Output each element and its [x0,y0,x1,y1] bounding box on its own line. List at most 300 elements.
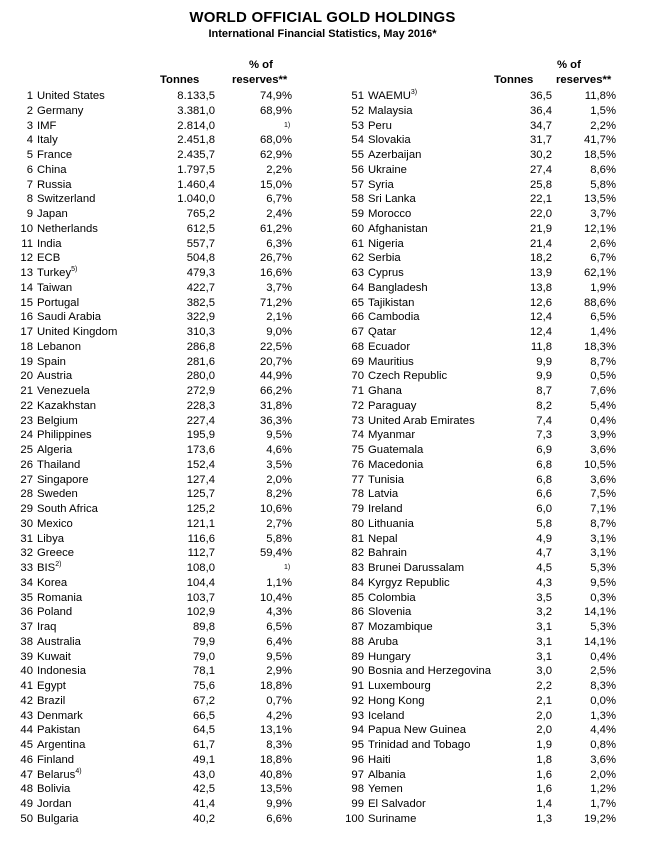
pct-cell: 6,7% [590,252,616,265]
country-cell [37,384,90,399]
rank-cell: 60 [351,222,364,235]
country-name: Greece [37,547,75,560]
pct-cell: 9,9% [266,798,292,810]
rank-cell: 50 [20,812,33,825]
tonnes-cell: 228,3 [186,399,215,412]
table-row [0,782,320,797]
table-row [0,502,320,517]
rank-cell: 46 [20,753,33,766]
country-name: Malaysia [368,104,413,117]
table-row [0,399,320,414]
country-name: Pakistan [37,724,81,737]
table-row [330,782,645,797]
country-name: Philippines [37,429,92,442]
pct-cell: 14,1% [583,635,616,648]
country-cell [368,723,466,738]
pct-cell: 2,4% [266,208,292,220]
country-name: WAEMU [368,90,411,102]
country-name: Serbia [368,252,401,265]
tonnes-cell: 3,5 [536,591,552,604]
tonnes-cell: 21,4 [530,237,552,250]
country-name: Haiti [368,753,391,766]
country-cell [37,576,67,591]
pct-cell: 5,4% [590,399,616,412]
table-row [330,428,645,443]
table-row [330,237,645,252]
rank-cell: 28 [20,488,33,501]
pct-cell: 5,3% [590,562,616,574]
rank-cell: 58 [351,193,364,206]
country-name: Argentina [37,739,86,751]
country-cell [37,458,80,473]
footnote-marker: 4) [75,767,82,775]
rank-cell: 64 [351,281,364,294]
country-cell [37,148,72,163]
rank-cell: 91 [351,680,364,692]
table-row [0,591,320,606]
pct-cell: 40,8% [259,768,292,781]
country-name: Peru [368,119,392,132]
country-cell [368,679,431,694]
country-cell [368,384,402,399]
table-row [330,399,645,414]
country-name: Cambodia [368,311,420,324]
table-row [0,620,320,635]
pct-cell: 74,9% [259,90,292,102]
tonnes-cell: 31,7 [530,134,552,147]
country-name: Macedonia [368,458,424,471]
page-subtitle: International Financial Statistics, May 2016* [208,28,437,40]
table-left-column [0,59,320,827]
pct-cell: 18,5% [583,149,616,161]
tonnes-cell: 27,4 [530,163,552,176]
tonnes-cell: 422,7 [186,281,215,294]
country-name: Singapore [37,473,89,486]
table-row [330,723,645,738]
table-row [330,561,645,576]
rank-cell: 49 [20,798,33,810]
pct-cell: 2,0% [590,768,616,781]
country-cell [37,399,96,414]
table-row [0,768,320,783]
country-cell [37,782,70,797]
country-cell [368,340,410,355]
pct-cell: 3,6% [590,444,616,456]
pct-cell: 6,7% [266,193,292,206]
tonnes-cell: 22,0 [530,208,552,220]
rank-cell: 93 [351,709,364,722]
tonnes-cell: 13,9 [530,267,552,279]
country-cell [368,664,491,679]
country-name: El Salvador [368,798,426,810]
country-cell [37,222,98,237]
tonnes-cell: 4,9 [536,532,552,545]
footnote-marker: 3) [410,89,418,96]
country-name: Indonesia [37,665,86,678]
country-cell [368,546,407,561]
country-name: Albania [368,768,406,781]
rank-cell: 85 [351,591,364,604]
rank-cell: 36 [20,606,33,619]
country-cell [368,207,411,222]
table-row [330,310,645,325]
table-row [330,89,645,104]
footnote-marker: 5) [71,266,78,273]
rank-cell: 17 [20,326,33,338]
rank-cell: 71 [351,385,364,397]
tonnes-cell: 7,4 [536,414,552,427]
table-row [0,251,320,266]
pct-cell: 3,5% [266,458,292,471]
rank-cell: 1 [26,90,33,102]
pct-cell: 11,8% [584,90,616,102]
table-row [0,546,320,561]
rank-cell: 69 [351,355,364,368]
pct-cell: 5,8% [266,532,292,545]
pct-cell: 14,1% [583,606,616,619]
table-row [330,148,645,163]
table-row [330,163,645,178]
country-name: Austria [37,370,73,383]
country-name: Bangladesh [368,281,428,294]
table-row [0,797,320,812]
country-name: Belarus [37,768,76,781]
rank-cell: 43 [20,709,33,722]
country-cell [368,237,404,252]
tonnes-cell: 280,0 [186,370,215,383]
pct-cell: 7,1% [590,503,616,515]
country-name: Denmark [37,709,83,722]
pct-cell: 2,7% [266,517,292,530]
tonnes-cell: 78,1 [193,665,215,678]
pct-cell: 4,3% [266,606,292,619]
rank-cell: 39 [20,650,33,663]
rank-cell: 7 [26,178,33,191]
tonnes-cell: 2.814,0 [177,119,215,132]
table-row [330,119,645,134]
pct-cell: 9,0% [266,326,292,338]
country-cell [37,340,81,355]
table-row [0,561,320,576]
tonnes-cell: 12,4 [530,326,552,338]
country-cell [368,266,404,281]
country-name: Poland [37,606,73,619]
pct-cell: 19,2% [583,812,616,825]
pct-cell: 2,6% [590,237,616,250]
country-cell [37,591,82,606]
table-row [330,576,645,591]
tonnes-cell: 479,3 [186,267,215,279]
tonnes-cell: 1,6 [536,768,552,781]
rank-cell: 72 [351,399,364,412]
country-name: Paraguay [368,399,417,412]
country-name: Ireland [368,503,403,515]
country-name: Australia [37,635,81,648]
tonnes-cell: 173,6 [186,444,215,456]
country-cell [368,473,404,488]
table-row [0,709,320,724]
country-name: Mauritius [368,355,414,368]
country-cell [37,178,72,193]
rank-cell: 52 [351,104,364,117]
country-name: Latvia [368,488,399,501]
table-row [330,546,645,561]
pct-cell: 9,5% [266,429,292,442]
tonnes-cell: 281,6 [186,355,215,368]
country-cell [368,605,411,620]
country-cell [368,797,426,812]
country-name: Bosnia and Herzegovina [368,665,492,678]
country-name: Bahrain [368,547,407,560]
country-name: United Arab Emirates [368,414,475,427]
pct-cell: 2,0% [266,473,292,486]
rank-cell: 10 [20,222,33,235]
country-name: Azerbaijan [368,149,422,161]
country-name: Cyprus [368,267,404,279]
country-name: Kyrgyz Republic [368,576,450,589]
table-row [330,266,645,281]
country-name: Trinidad and Tobago [368,739,471,751]
pct-cell: 1,2% [590,783,616,796]
country-cell [37,664,86,679]
country-name: Iceland [368,709,405,722]
rank-cell: 78 [351,488,364,501]
table-row [330,251,645,266]
pct-cell: 6,6% [266,812,292,825]
tonnes-cell: 286,8 [186,340,215,353]
rank-cell: 44 [20,724,33,737]
country-cell [37,89,105,104]
pct-cell: 68,0% [259,134,292,147]
pct-cell: 61,2% [259,222,292,235]
country-cell [37,325,117,340]
table-row [330,635,645,650]
table-right-column [330,59,645,827]
rank-cell: 59 [351,208,364,220]
pct-cell: 7,5% [590,488,616,501]
rank-cell: 14 [20,281,33,294]
rank-cell: 88 [351,635,364,648]
table-row [0,576,320,591]
table-row [330,694,645,709]
table-row [330,753,645,768]
table-row [330,178,645,193]
rank-cell: 4 [26,134,33,147]
country-name: Thailand [37,458,81,471]
pct-cell: 0,3% [590,591,616,604]
header-tonnes: Tonnes [160,74,200,86]
country-cell [368,310,420,325]
table-row [0,664,320,679]
tonnes-cell: 152,4 [186,458,215,471]
rank-cell: 55 [351,149,364,161]
table-row [330,325,645,340]
country-name: Hungary [368,650,411,663]
country-cell [37,753,74,768]
column-header [330,59,645,89]
pct-cell: 71,2% [259,296,292,309]
country-cell [37,487,78,502]
tonnes-cell: 12,4 [530,311,552,324]
rank-cell: 97 [351,768,364,781]
country-name: Iraq [37,621,57,633]
country-cell [37,546,74,561]
tonnes-cell: 8,2 [536,399,552,412]
table-row [330,797,645,812]
pct-cell: 1,4% [590,326,616,338]
rank-cell: 47 [20,768,33,781]
tonnes-cell: 21,9 [530,222,552,235]
tonnes-cell: 89,8 [193,621,215,633]
table-row [0,355,320,370]
table-row [0,473,320,488]
country-cell [37,605,72,620]
rank-cell: 30 [20,517,33,530]
table-row [0,458,320,473]
pct-cell: 8,6% [590,163,616,176]
tonnes-cell: 3,1 [536,635,552,648]
rank-cell: 16 [20,311,33,324]
tonnes-cell: 557,7 [186,237,215,250]
header-pct-line1: % of [249,59,273,71]
country-name: Mexico [37,517,73,530]
rank-cell: 5 [26,149,33,161]
pct-cell: 3,6% [590,473,616,486]
rank-cell: 15 [20,296,33,309]
tonnes-cell: 3.381,0 [177,104,215,117]
country-name: Aruba [368,635,399,648]
rank-cell: 35 [20,591,33,604]
table-row [330,532,645,547]
table-row [0,163,320,178]
pct-cell: 12,1% [583,222,616,235]
rank-cell: 3 [26,119,33,132]
country-cell [368,222,428,237]
table-row [330,281,645,296]
rank-cell: 98 [351,783,364,796]
rank-cell: 2 [26,104,33,117]
rank-cell: 27 [20,473,33,486]
country-name: Tunisia [368,473,404,486]
table-row [330,517,645,532]
country-cell [37,369,72,384]
country-name: Tajikistan [368,296,415,309]
rank-cell: 65 [351,296,364,309]
tonnes-cell: 116,6 [187,532,215,545]
table-rows-right [330,89,645,827]
pct-cell: 59,4% [259,547,292,560]
pct-cell: 1,3% [590,709,616,722]
pct-cell: 8,7% [590,355,616,368]
table-row [0,310,320,325]
table-row [330,369,645,384]
tonnes-cell: 4,5 [536,562,552,574]
pct-cell: 5,3% [590,621,616,633]
country-cell [37,532,64,547]
column-header [0,59,320,89]
country-cell [368,561,464,576]
pct-cell: 7,6% [590,385,616,397]
country-name: Taiwan [37,281,73,294]
tonnes-cell: 61,7 [193,739,215,751]
rank-cell: 83 [351,562,364,574]
country-name: Hong Kong [368,694,425,707]
rank-cell: 11 [21,237,33,250]
pct-cell: 31,8% [259,399,292,412]
country-name: United Kingdom [37,326,118,338]
country-cell [368,325,396,340]
country-name: Russia [37,178,72,191]
tonnes-cell: 12,6 [530,296,552,309]
tonnes-cell: 195,9 [186,429,215,442]
rank-cell: 53 [351,119,364,132]
rank-cell: 45 [20,739,33,751]
rank-cell: 34 [20,576,33,589]
country-cell [368,650,411,665]
tonnes-cell: 322,9 [186,311,215,324]
table-row [0,178,320,193]
footnote-marker: 1) [284,564,291,571]
tonnes-cell: 30,2 [530,149,552,161]
country-name: Myanmar [368,429,416,442]
rank-cell: 82 [351,547,364,560]
country-cell [37,251,60,266]
country-name: Korea [37,576,68,589]
country-cell [368,163,407,178]
tonnes-cell: 3,2 [536,606,552,619]
country-cell [368,532,398,547]
country-cell [37,163,67,178]
pct-cell: 68,9% [259,104,292,117]
pct-cell: 4,2% [266,709,292,722]
country-name: Lebanon [37,340,81,353]
country-name: Colombia [368,591,416,604]
country-cell [368,399,416,414]
pct-cell: 66,2% [259,385,292,397]
country-cell [368,576,450,591]
country-cell [37,296,79,311]
pct-cell: 10,4% [259,591,292,604]
tonnes-cell: 6,9 [536,444,552,456]
tonnes-cell: 1,4 [536,798,552,810]
rank-cell: 90 [351,665,364,678]
country-cell [368,709,404,724]
pct-cell: 3,6% [590,753,616,766]
table-row [0,428,320,443]
country-cell [368,782,403,797]
country-name: Belgium [37,414,78,427]
table-row [330,296,645,311]
table-row [330,443,645,458]
country-cell [37,310,101,325]
country-name: Saudi Arabia [37,311,102,324]
table-row [330,709,645,724]
country-cell [368,369,447,384]
country-cell [37,679,66,694]
table-row [330,812,645,827]
country-cell [37,104,83,119]
pct-cell: 6,3% [266,237,292,250]
tonnes-cell: 6,6 [536,488,552,501]
tonnes-cell: 2,0 [536,724,552,737]
country-cell [368,738,470,753]
table-row [0,753,320,768]
rank-cell: 94 [351,724,364,737]
country-name: Netherlands [37,222,98,235]
country-cell [37,428,92,443]
rank-cell: 96 [351,753,364,766]
table-row [0,384,320,399]
